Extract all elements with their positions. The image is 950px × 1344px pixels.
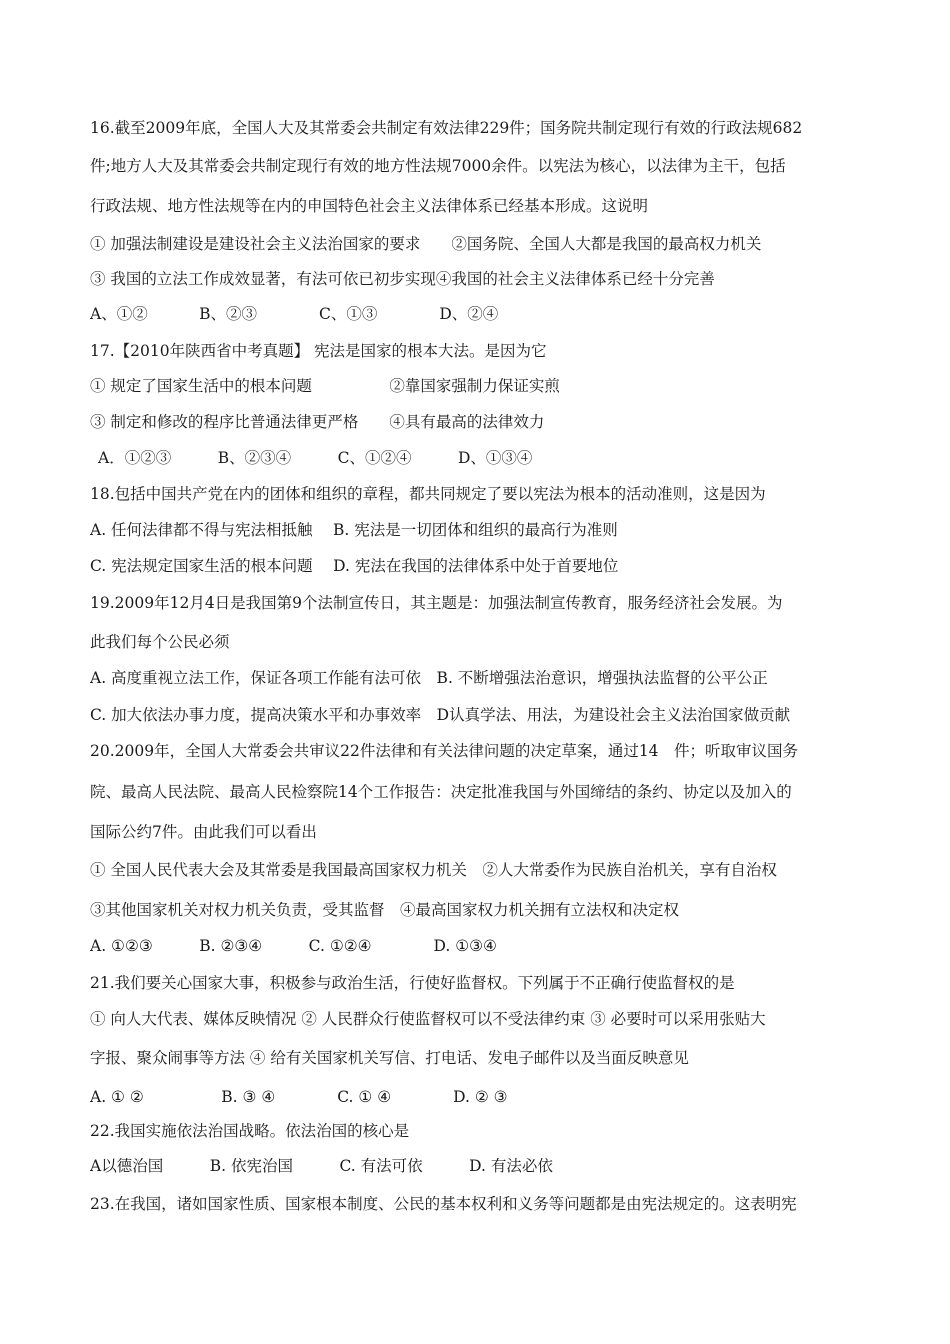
question-16-stem-line-1: 16.截至2009年底，全国人大及其常委会共制定有效法律229件；国务院共制定现行有效的行政法规682 xyxy=(90,119,803,137)
question-20-stem-line-3: 国际公约7件。由此我们可以看出 xyxy=(90,823,317,841)
question-20-stem-line-2: 院、最高人民法院、最高人民检察院14个工作报告：决定批准我国与外国缔结的条约、协定以及加入的 xyxy=(90,783,792,801)
question-21-stem: 21.我们要关心国家大事，积极参与政治生活，行使好监督权。下列属于不正确行使监督权的是 xyxy=(90,974,735,992)
question-20-statement-line-2: ③其他国家机关对权力机关负责，受其监督 ④最高国家权力机关拥有立法权和决定权 xyxy=(90,901,680,919)
question-19-options-line-1: A. 高度重视立法工作，保证各项工作能有法可依 B. 不断增强法治意识，增强执法监督的公平公正 xyxy=(90,669,768,687)
question-17-stem: 17.【2010年陕西省中考真题】 宪法是国家的根本大法。是因为它 xyxy=(90,342,547,360)
question-19-stem-line-1: 19.2009年12月4日是我国第9个法制宣传日，其主题是：加强法制宣传教育，服务经济社会发展。为 xyxy=(90,594,783,612)
question-20-options: A. ①②③ B. ②③④ C. ①②④ D. ①③④ xyxy=(90,937,497,955)
question-19-stem-line-2: 此我们每个公民必须 xyxy=(90,633,230,651)
question-16-stem-line-2: 件;地方人大及其常委会共制定现行有效的地方性法规7000余件。以宪法为核心，以法律为主干，包括 xyxy=(90,157,786,175)
question-16-stem-line-3: 行政法规、地方性法规等在内的申国特色社会主义法律体系已经基本形成。这说明 xyxy=(90,197,649,215)
question-18-stem: 18.包括中国共产党在内的团体和组织的章程，都共同规定了要以宪法为根本的活动准则，这是因为 xyxy=(90,485,766,503)
question-17-statement-line-2: ③ 制定和修改的程序比普通法律更严格 ④具有最高的法律效力 xyxy=(90,413,545,431)
question-16-statement-line-1: ① 加强法制建设是建设社会主义法治国家的要求 ②国务院、全国人大都是我国的最高权力机关 xyxy=(90,235,762,253)
question-21-options: A. ① ② B. ③ ④ C. ① ④ D. ② ③ xyxy=(90,1088,508,1106)
question-21-statement-line-1: ① 向人大代表、媒体反映情况 ② 人民群众行使监督权可以不受法律约束 ③ 必要时可以采用张贴大 xyxy=(90,1010,766,1028)
question-17-options: A．①②③ B、②③④ C、①②④ D、①③④ xyxy=(98,449,533,467)
question-22-options: A以德治国 B. 依宪治国 C. 有法可依 D. 有法必依 xyxy=(90,1157,553,1175)
question-23-stem: 23.在我国，诸如国家性质、国家根本制度、公民的基本权利和义务等问题都是由宪法规定的。这表明宪 xyxy=(90,1195,797,1213)
question-19-options-line-2: C. 加大依法办事力度，提高决策水平和办事效率 D认真学法、用法，为建设社会主义法治国家做贡献 xyxy=(90,706,791,724)
question-22-stem: 22.我国实施依法治国战略。依法治国的核心是 xyxy=(90,1122,410,1140)
question-17-statement-line-1: ① 规定了国家生活中的根本问题 ②靠国家强制力保证实煎 xyxy=(90,377,560,395)
question-18-options-line-2: C. 宪法规定国家生活的根本问题 D. 宪法在我国的法律体系中处于首要地位 xyxy=(90,557,619,575)
question-16-options: A、①② B、②③ C、①③ D、②④ xyxy=(90,305,499,323)
question-20-statement-line-1: ① 全国人民代表大会及其常委是我国最高国家权力机关 ②人大常委作为民族自治机关，享有自治权 xyxy=(90,861,777,879)
question-21-statement-line-2: 字报、聚众闹事等方法 ④ 给有关国家机关写信、打电话、发电子邮件以及当面反映意见 xyxy=(90,1049,689,1067)
question-16-statement-line-2: ③ 我国的立法工作成效显著，有法可依已初步实现④我国的社会主义法律体系已经十分完善 xyxy=(90,270,715,288)
question-18-options-line-1: A. 任何法律都不得与宪法相抵触 B. 宪法是一切团体和组织的最高行为准则 xyxy=(90,521,618,539)
question-20-stem-line-1: 20.2009年，全国人大常委会共审议22件法律和有关法律问题的决定草案，通过14 件；听取审议国务 xyxy=(90,742,799,760)
